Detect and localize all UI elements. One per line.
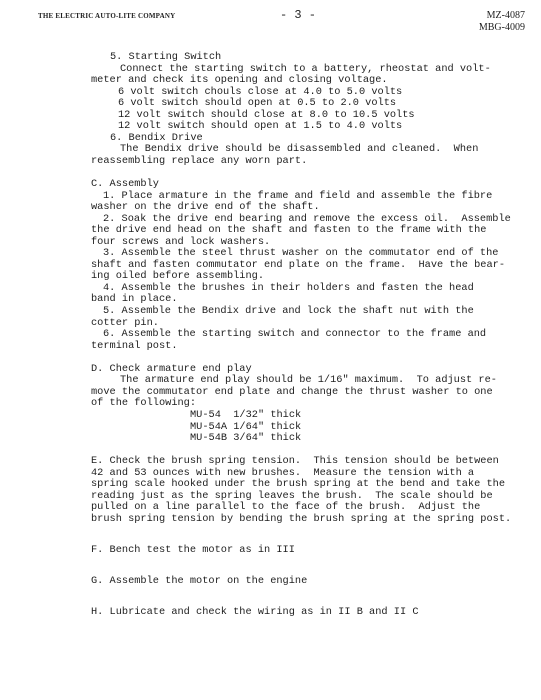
section-step: F. Bench test the motor as in III (91, 543, 295, 556)
section-heading: 6. Bendix Drive (110, 131, 203, 144)
paragraph-line: 3. Assemble the steel thrust washer on the commutator end of the (103, 247, 499, 260)
paragraph-line: The Bendix drive should be disassembled and cleaned. When (120, 143, 479, 156)
paragraph-line: meter and check its opening and closing voltage. (91, 74, 388, 87)
paragraph-line: Connect the starting switch to a battery, rheostat and volt- (120, 62, 491, 75)
paragraph-line: terminal post. (91, 339, 178, 352)
company-name: THE ELECTRIC AUTO-LITE COMPANY (38, 12, 176, 20)
section-heading: 5. Starting Switch (110, 51, 222, 63)
paragraph-line: E. Check the brush spring tension. This tension should be between (91, 455, 499, 468)
paragraph-line: 4. Assemble the brushes in their holders and fasten the head (103, 281, 474, 294)
washer-spec-line: MU-54B 3/64" thick (190, 432, 302, 445)
section-step: H. Lubricate and check the wiring as in II B and II C (91, 606, 419, 619)
paragraph-line: the drive end head on the shaft and fasten to the frame with the (91, 224, 487, 237)
paragraph-line: 42 and 53 ounces with new brushes. Measure the tension with a (91, 466, 475, 479)
paragraph-line: washer on the drive end of the shaft. (91, 201, 320, 214)
voltage-spec-line: 6 volt switch should open at 0.5 to 2.0 volts (118, 97, 397, 110)
paragraph-line: shaft and fasten commutator end plate on the frame. Have the bear- (91, 258, 506, 271)
document-number-primary: MZ-4087 (486, 10, 525, 21)
paragraph-line: cotter pin. (91, 316, 159, 329)
paragraph-line: 6. Assemble the starting switch and connector to the frame and (103, 328, 487, 341)
document-body (0, 52, 541, 619)
paragraph-line: reassembling replace any worn part. (91, 154, 308, 167)
washer-spec-line: MU-54 1/32" thick (190, 408, 302, 421)
paragraph-line: four screws and lock washers. (91, 235, 271, 248)
voltage-spec-line: 6 volt switch chouls close at 4.0 to 5.0 volts (118, 85, 403, 98)
paragraph-line: 1. Place armature in the frame and field and assemble the fibre (103, 189, 493, 202)
paragraph-line: band in place. (91, 293, 178, 306)
paragraph-line: 2. Soak the drive end bearing and remove the excess oil. Assemble (103, 212, 511, 225)
section-heading: D. Check armature end play (91, 362, 252, 375)
paragraph-line: 5. Assemble the Bendix drive and lock the shaft nut with the (103, 305, 474, 318)
section-heading: C. Assembly (91, 178, 159, 191)
paragraph-line: brush spring tension by bending the brush spring at the spring post. (91, 512, 512, 525)
paragraph-line: move the commutator end plate and change the thrust washer to one (91, 385, 493, 398)
paragraph-line: spring scale hooked under the brush spring at the bend and take the (91, 478, 506, 491)
voltage-spec-line: 12 volt switch should open at 1.5 to 4.0 volts (118, 120, 403, 133)
voltage-spec-line: 12 volt switch should close at 8.0 to 10.5 volts (118, 108, 415, 121)
document-numbers (479, 10, 525, 34)
section-step: G. Assemble the motor on the engine (91, 575, 308, 588)
page-number: - 3 - (280, 8, 317, 22)
paragraph-line: of the following: (91, 397, 197, 410)
washer-spec-line: MU-54A 1/64" thick (190, 420, 302, 433)
paragraph-line: pulled on a line parallel to the face of the brush. Adjust the (91, 501, 481, 514)
paragraph-line: The armature end play should be 1/16" maximum. To adjust re- (120, 374, 497, 387)
paragraph-line: ing oiled before assembling. (91, 270, 265, 283)
paragraph-line: reading just as the spring leaves the brush. The scale should be (91, 489, 493, 502)
document-number-secondary: MBG-4009 (478, 22, 525, 33)
